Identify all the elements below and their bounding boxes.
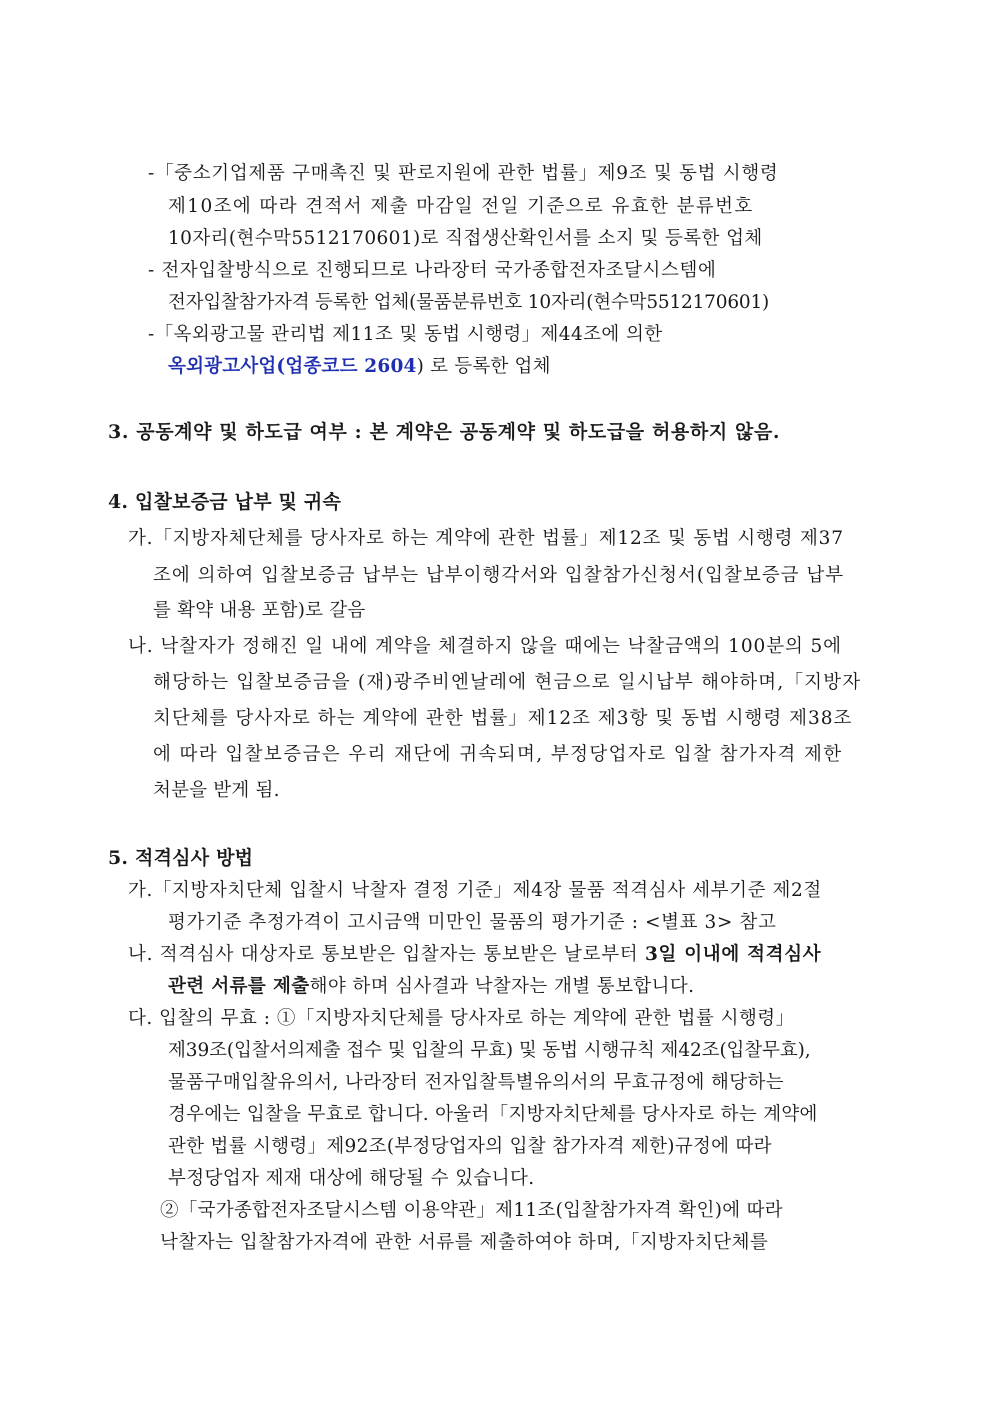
- section-4-ga-line-3: 를 확약 내용 포함)로 갈음: [153, 600, 366, 621]
- bullet-3-line-2: [168, 355, 551, 379]
- bullet-2-line-1: - 전자입찰방식으로 진행되므로 나라장터 국가종합전자조달시스템에: [148, 260, 717, 281]
- bullet-1-line-2: 제10조에 따라 견적서 제출 마감일 전일 기준으로 유효한 분류번호: [168, 196, 754, 217]
- bullet-1-line-3: 10자리(현수막5512170601)로 직접생산확인서를 소지 및 등록한 업체: [168, 228, 763, 249]
- bullet-3-line-2-rest: ) 로 등록한 업체: [416, 356, 551, 377]
- business-code-emphasis: 옥외광고사업(업종코드 2604: [168, 356, 417, 377]
- bullet-1-line-1: -「중소기업제품 구매촉진 및 판로지원에 관한 법률」제9조 및 동법 시행령: [148, 163, 779, 184]
- section-4-ga-line-2: 조에 의하여 입찰보증금 납부는 납부이행각서와 입찰참가신청서(입찰보증금 납부: [153, 565, 845, 586]
- section-4-na-line-1: 나. 낙찰자가 정해진 일 내에 계약을 체결하지 않을 때에는 낙찰금액의 100분의 5에: [128, 636, 842, 657]
- section-4-na-line-2: 해당하는 입찰보증금을 (재)광주비엔날레에 현금으로 일시납부 해야하며,「지방자: [153, 672, 862, 693]
- section-5-na-line-2-bold: 관련 서류를 제출: [168, 976, 310, 997]
- section-5-na-line-2-rest: 해야 하며 심사결과 낙찰자는 개별 통보합니다.: [309, 976, 695, 997]
- section-5-heading: 5. 적격심사 방법: [108, 847, 254, 869]
- section-5-da-line-4: 경우에는 입찰을 무효로 합니다. 아울러「지방자치단체를 당사자로 하는 계약에: [168, 1104, 818, 1125]
- section-4-na-line-4: 에 따라 입찰보증금은 우리 재단에 귀속되며, 부정당업자로 입찰 참가자격 제한: [153, 744, 843, 765]
- section-4-na-line-3: 치단체를 당사자로 하는 계약에 관한 법률」제12조 제3항 및 동법 시행령 제38조: [153, 708, 853, 729]
- bullet-2-line-2: 전자입찰참가자격 등록한 업체(물품분류번호 10자리(현수막5512170601): [168, 292, 770, 313]
- section-5-na-line-1-text: 나. 적격심사 대상자로 통보받은 입찰자는 통보받은 날로부터: [128, 944, 645, 965]
- section-5-da-line-5: 관한 법률 시행령」제92조(부정당업자의 입찰 참가자격 제한)규정에 따라: [168, 1136, 772, 1157]
- section-5-na-line-1-bold: 3일 이내에 적격심사: [644, 944, 822, 965]
- section-4-na-line-5: 처분을 받게 됨.: [153, 780, 280, 801]
- bullet-3-line-1: -「옥외광고물 관리법 제11조 및 동법 시행령」제44조에 의한: [148, 324, 663, 345]
- section-5-ga-line-2: 평가기준 추정가격이 고시금액 미만인 물품의 평가기준 : <별표 3> 참고: [168, 912, 777, 933]
- section-5-da-line-7: ②「국가종합전자조달시스템 이용약관」제11조(입찰참가자격 확인)에 따라: [160, 1200, 783, 1221]
- section-5-ga-line-1: 가.「지방자치단체 입찰시 낙찰자 결정 기준」제4장 물품 적격심사 세부기준 제2절: [128, 880, 822, 901]
- section-4-ga-line-1: 가.「지방자체단체를 당사자로 하는 계약에 관한 법률」제12조 및 동법 시행령 제37: [128, 528, 844, 549]
- section-5-na-line-2: [168, 975, 694, 999]
- section-5-da-line-2: 제39조(입찰서의제출 접수 및 입찰의 무효) 및 동법 시행규칙 제42조(입찰무효),: [168, 1040, 811, 1061]
- section-3-heading: 3. 공동계약 및 하도급 여부 : 본 계약은 공동계약 및 하도급을 허용하지 않음.: [108, 421, 781, 443]
- section-5-na-line-1: [128, 943, 821, 967]
- section-5-da-line-1: 다. 입찰의 무효 : ①「지방자치단체를 당사자로 하는 계약에 관한 법률 시행령」: [128, 1008, 795, 1029]
- section-5-da-line-6: 부정당업자 제재 대상에 해당될 수 있습니다.: [168, 1168, 535, 1189]
- section-5-da-line-8: 낙찰자는 입찰참가자격에 관한 서류를 제출하여야 하며,「지방자치단체를: [160, 1232, 769, 1253]
- section-4-heading: 4. 입찰보증금 납부 및 귀속: [108, 491, 342, 513]
- section-5-da-line-3: 물품구매입찰유의서, 나라장터 전자입찰특별유의서의 무효규정에 해당하는: [168, 1072, 785, 1093]
